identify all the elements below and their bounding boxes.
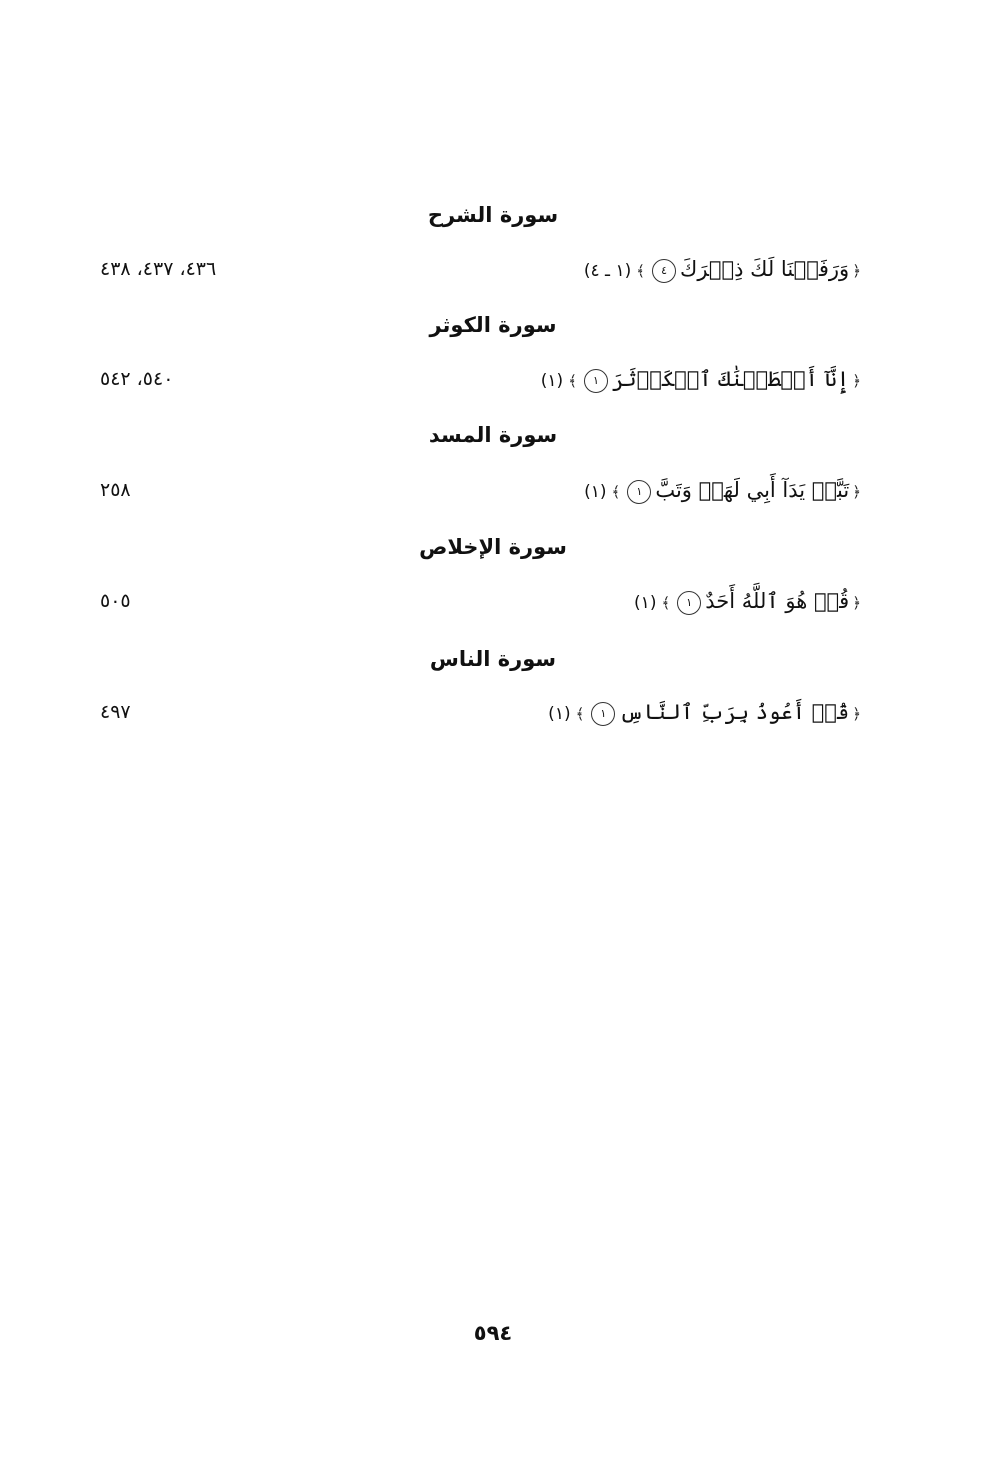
open-ornament-icon: ﴿	[852, 704, 861, 723]
verse-text: تَبَّتۡ يَدَآ أَبِي لَهَبٖ وَتَبَّ	[655, 478, 850, 502]
page-references: ٢٥٨	[100, 479, 131, 501]
verse-line	[634, 584, 864, 620]
surah-title-al-kawthar: سورة الكوثر	[429, 313, 557, 337]
open-ornament-icon: ﴿	[852, 593, 861, 612]
page-number: ٥٩٤	[473, 1321, 513, 1345]
open-ornament-icon: ﴿	[852, 482, 861, 501]
verse-text: قُلۡ أَعُوذُ بِرَبِّ ٱلنَّاسِ	[619, 700, 850, 724]
verse-reference: (١)	[548, 704, 571, 724]
verse-line	[548, 695, 864, 731]
close-ornament-icon: ﴾	[636, 261, 646, 280]
verse-reference: (١)	[634, 593, 657, 613]
verse-row	[0, 473, 986, 507]
verse-row	[0, 584, 986, 618]
page-references: ٥٠٥	[100, 590, 131, 612]
ayah-number-marker-icon: ١	[627, 480, 651, 504]
surah-title-ash-sharh: سورة الشرح	[427, 203, 559, 227]
verse-line	[584, 252, 864, 288]
close-ornament-icon: ﴾	[575, 704, 585, 723]
verse-text: إِنَّآ أَعۡطَيۡنَٰكَ ٱلۡكَوۡثَرَ	[611, 367, 850, 391]
ayah-number-marker-icon: ٤	[652, 259, 676, 283]
open-ornament-icon: ﴿	[852, 371, 861, 390]
verse-text: قُلۡ هُوَ ٱللَّهُ أَحَدٌ	[705, 589, 850, 613]
surah-title-al-ikhlas: سورة الإخلاص	[419, 535, 567, 559]
open-ornament-icon: ﴿	[852, 261, 861, 280]
verse-row	[0, 252, 986, 286]
verse-line	[584, 473, 864, 509]
ayah-number-marker-icon: ١	[584, 369, 608, 393]
surah-title-al-masad: سورة المسد	[428, 423, 558, 447]
verse-reference: (١ ـ ٤)	[583, 261, 632, 281]
verse-row	[0, 695, 986, 729]
ayah-number-marker-icon: ١	[677, 591, 701, 615]
page-references: ٤٩٧	[100, 701, 131, 723]
verse-reference: (١)	[540, 371, 564, 391]
verse-reference: (١)	[584, 482, 607, 502]
ayah-number-marker-icon: ١	[591, 702, 615, 726]
surah-title-an-nas: سورة الناس	[429, 647, 557, 671]
verse-row	[0, 362, 986, 396]
close-ornament-icon: ﴾	[661, 593, 671, 612]
close-ornament-icon: ﴾	[611, 482, 621, 501]
page-references: ٥٤٠، ٥٤٢	[100, 368, 174, 390]
close-ornament-icon: ﴾	[568, 371, 577, 390]
page-references: ٤٣٦، ٤٣٧، ٤٣٨	[100, 258, 217, 280]
verse-line	[541, 362, 864, 398]
verse-text: وَرَفَعۡنَا لَكَ ذِكۡرَكَ	[680, 257, 850, 281]
